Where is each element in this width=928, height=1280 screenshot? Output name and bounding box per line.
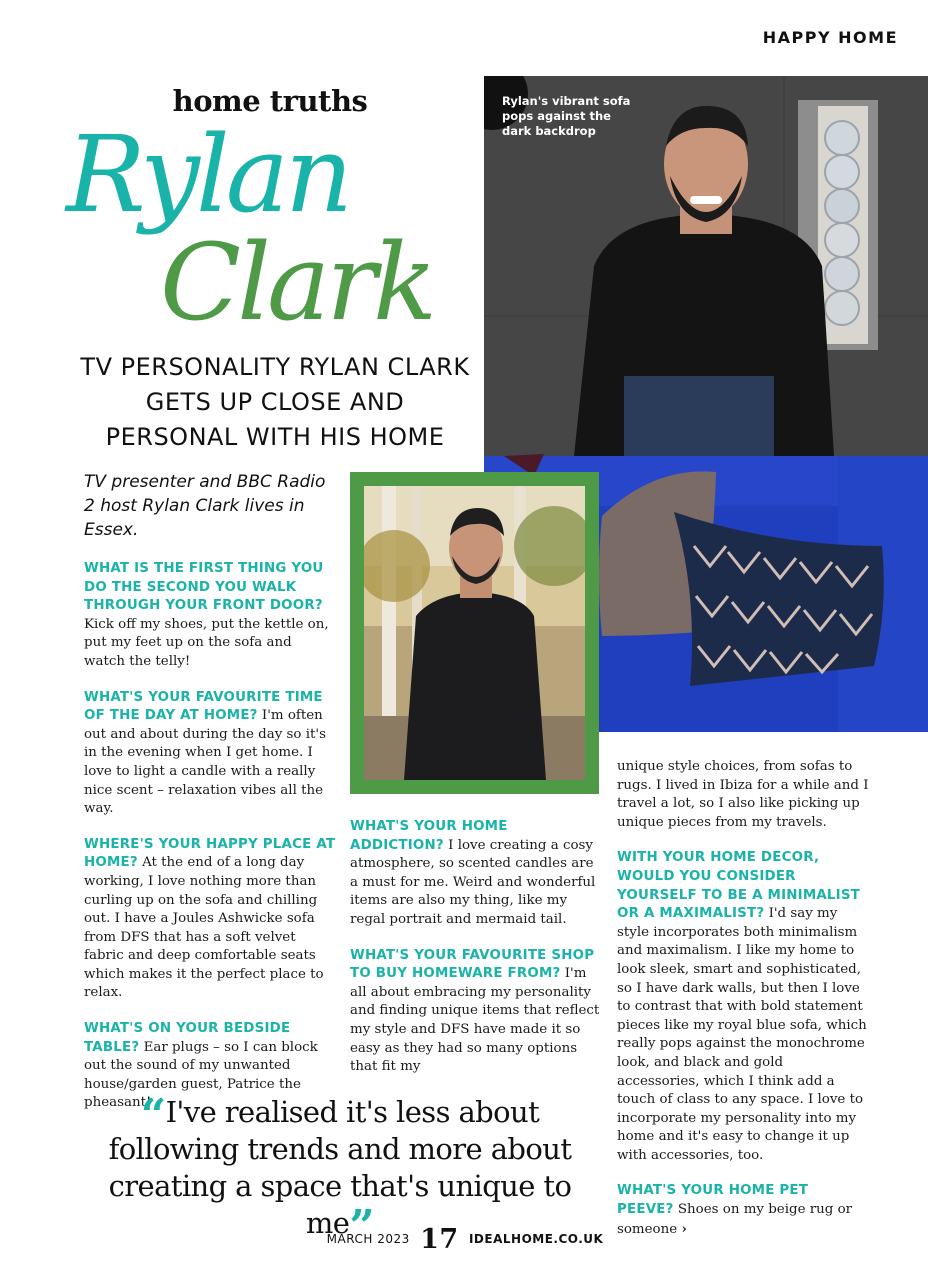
first-name-title: Rylan — [66, 113, 350, 236]
hero-caption: Rylan's vibrant sofa pops against the dark backdrop — [502, 94, 631, 138]
pull-quote — [80, 1090, 600, 1252]
continue-arrow-icon: › — [681, 1220, 687, 1237]
question: WHAT'S YOUR FAVOURITE TIME OF THE DAY AT HOME? — [84, 689, 323, 724]
subtitle: TV PERSONALITY RYLAN CLARK GETS UP CLOSE AND PERSONAL WITH HIS HOME — [80, 353, 470, 451]
column-3 — [617, 758, 869, 1256]
qa-item — [350, 947, 602, 1077]
qa-item — [84, 836, 336, 1003]
answer: Shoes on my beige rug or someone — [617, 1202, 853, 1237]
answer: I'd say my style incorporates both minimalism and maximalism. I like my home to look sleek, smart and sophisticated, so I have dark walls, but then I love to contrast that with bold statement pieces like my royal blue sofa, which really pops against the monochrome look, and black and gold accessories, which I think add a touch of class to any space. I love to incorporate my personality into my home and it's easy to change it up with accessories, too. — [617, 906, 867, 1163]
answer: I love creating a cosy atmosphere, so scented candles are a must for me. Weird and wonderful items are also my thing, like my regal portrait and mermaid tail. — [350, 837, 596, 927]
issue-date: MARCH 2023 — [326, 1232, 410, 1246]
question: WHERE'S YOUR HAPPY PLACE AT HOME? — [84, 836, 336, 871]
open-quote-icon: “ — [140, 1090, 166, 1141]
answer: Ear plugs – so I can block out the sound of my unwanted house/garden guest, Patrice the pheasant! — [84, 1039, 318, 1111]
column-1 — [84, 560, 336, 1130]
section-label: HAPPY HOME — [762, 28, 898, 47]
portrait-photo — [364, 486, 585, 780]
question: WHAT IS THE FIRST THING YOU DO THE SECOND YOU WALK THROUGH YOUR FRONT DOOR? — [84, 561, 324, 614]
answer: I'm often out and about during the day so it's in the evening when I get home. I love to light a candle with a really nice scent – relaxation vibes all the way. — [84, 708, 326, 817]
qa-item — [350, 818, 602, 930]
qa-item — [84, 560, 336, 672]
question: WITH YOUR HOME DECOR, WOULD YOU CONSIDER YOURSELF TO BE A MINIMALIST OR A MAXIMALIST? — [617, 850, 861, 922]
pull-quote-text: I've realised it's less about following trends and more about creating a space that's unique to me — [108, 1095, 572, 1240]
qa-item — [617, 849, 869, 1165]
portrait-frame — [350, 472, 599, 794]
answer: I'm all about embracing my personality and finding unique items that reflect my style and DFS have made it so easy as they had so many options that fit my — [350, 966, 600, 1075]
page-number: 17 — [420, 1224, 459, 1255]
qa-item — [84, 689, 336, 819]
page-footer — [300, 1224, 630, 1255]
kicker-title: home truths — [172, 84, 368, 118]
website-link[interactable]: IDEALHOME.CO.UK — [468, 1232, 604, 1246]
question: WHAT'S YOUR HOME ADDICTION? — [350, 819, 508, 853]
column-2 — [350, 818, 602, 1094]
answer: Kick off my shoes, put the kettle on, put my feet up on the sofa and watch the telly! — [84, 616, 329, 669]
continued-answer: unique style choices, from sofas to rugs. I lived in Ibiza for a while and I travel a lot, so I also like picking up unique pieces from my travels. — [617, 759, 869, 830]
close-quote-icon: ” — [349, 1201, 375, 1252]
intro-paragraph: TV presenter and BBC Radio 2 host Rylan Clark lives in Essex. — [84, 472, 326, 540]
answer: At the end of a long day working, I love nothing more than curling up on the sofa and chilling out. I have a Joules Ashwicke sofa from DFS that has a soft velvet fabric and deep comfortable seats which makes it the perfect place to relax. — [84, 855, 324, 1001]
question: WHAT'S ON YOUR BEDSIDE TABLE? — [84, 1021, 291, 1055]
last-name-title: Clark — [160, 221, 434, 344]
question: WHAT'S YOUR HOME PET PEEVE? — [617, 1183, 809, 1218]
question: WHAT'S YOUR FAVOURITE SHOP TO BUY HOMEWARE FROM? — [350, 947, 595, 982]
qa-item — [617, 1182, 869, 1239]
